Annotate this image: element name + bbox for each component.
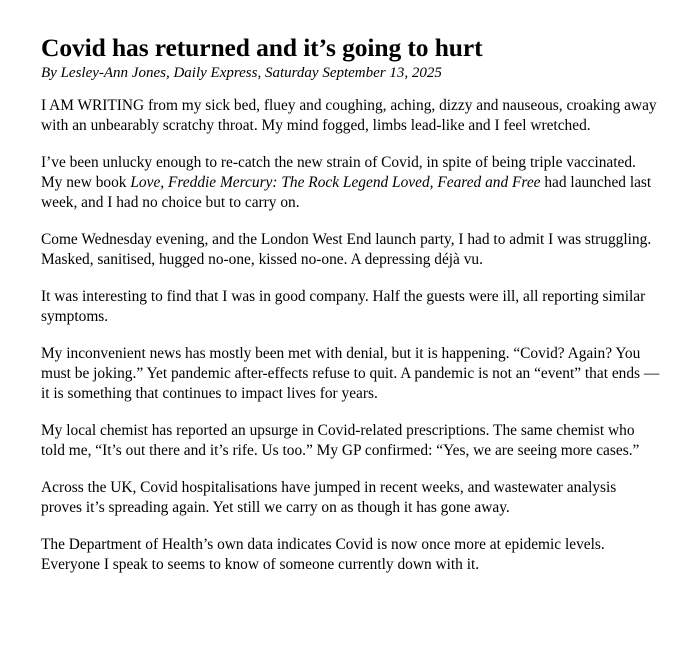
- article: [41, 32, 661, 592]
- paragraph-2-text-start: I’ve been unlucky enough to re-catch the new strain of Covid, in spite of being triple vaccinated. My new book: [41, 154, 636, 191]
- paragraph-3: Come Wednesday evening, and the London West End launch party, I had to admit I was struggling. Masked, sanitised, hugged no-one, kissed no-one. A depressing déjà vu.: [41, 231, 652, 268]
- paragraph-2-text-end: had launched last week, and I had no choice but to carry on.: [41, 174, 652, 211]
- book-title: Love, Freddie Mercury: The Rock Legend Loved, Feared and Free: [130, 174, 541, 191]
- paragraph-8: The Department of Health’s own data indicates Covid is now once more at epidemic levels. Everyone I speak to seems to know of someone currently down with it.: [41, 536, 605, 573]
- paragraph-1: I AM WRITING from my sick bed, fluey and coughing, aching, dizzy and nauseous, croaking away with an unbearably scratchy throat. My mind fogged, limbs lead-like and I feel wretched.: [41, 97, 657, 134]
- byline: By Lesley-Ann Jones, Daily Express, Saturday September 13, 2025: [41, 65, 442, 81]
- paragraph-5: My inconvenient news has mostly been met with denial, but it is happening. “Covid? Again? You must be joking.” Yet pandemic after-effects refuse to quit. A pandemic is not an “event” that ends — it is something that continues to impact lives for years.: [41, 345, 660, 402]
- paragraph-2: [41, 153, 661, 213]
- paragraph-4: It was interesting to find that I was in good company. Half the guests were ill, all reporting similar symptoms.: [41, 288, 646, 325]
- paragraph-7: Across the UK, Covid hospitalisations have jumped in recent weeks, and wastewater analysis proves it’s spreading again. Yet still we carry on as though it has gone away.: [41, 479, 617, 516]
- paragraph-6: My local chemist has reported an upsurge in Covid-related prescriptions. The same chemist who told me, “It’s out there and it’s rife. Us too.” My GP confirmed: “Yes, we are seeing more cases.”: [41, 422, 640, 459]
- headline: Covid has returned and it’s going to hurt: [41, 33, 483, 62]
- article-body: [41, 96, 661, 575]
